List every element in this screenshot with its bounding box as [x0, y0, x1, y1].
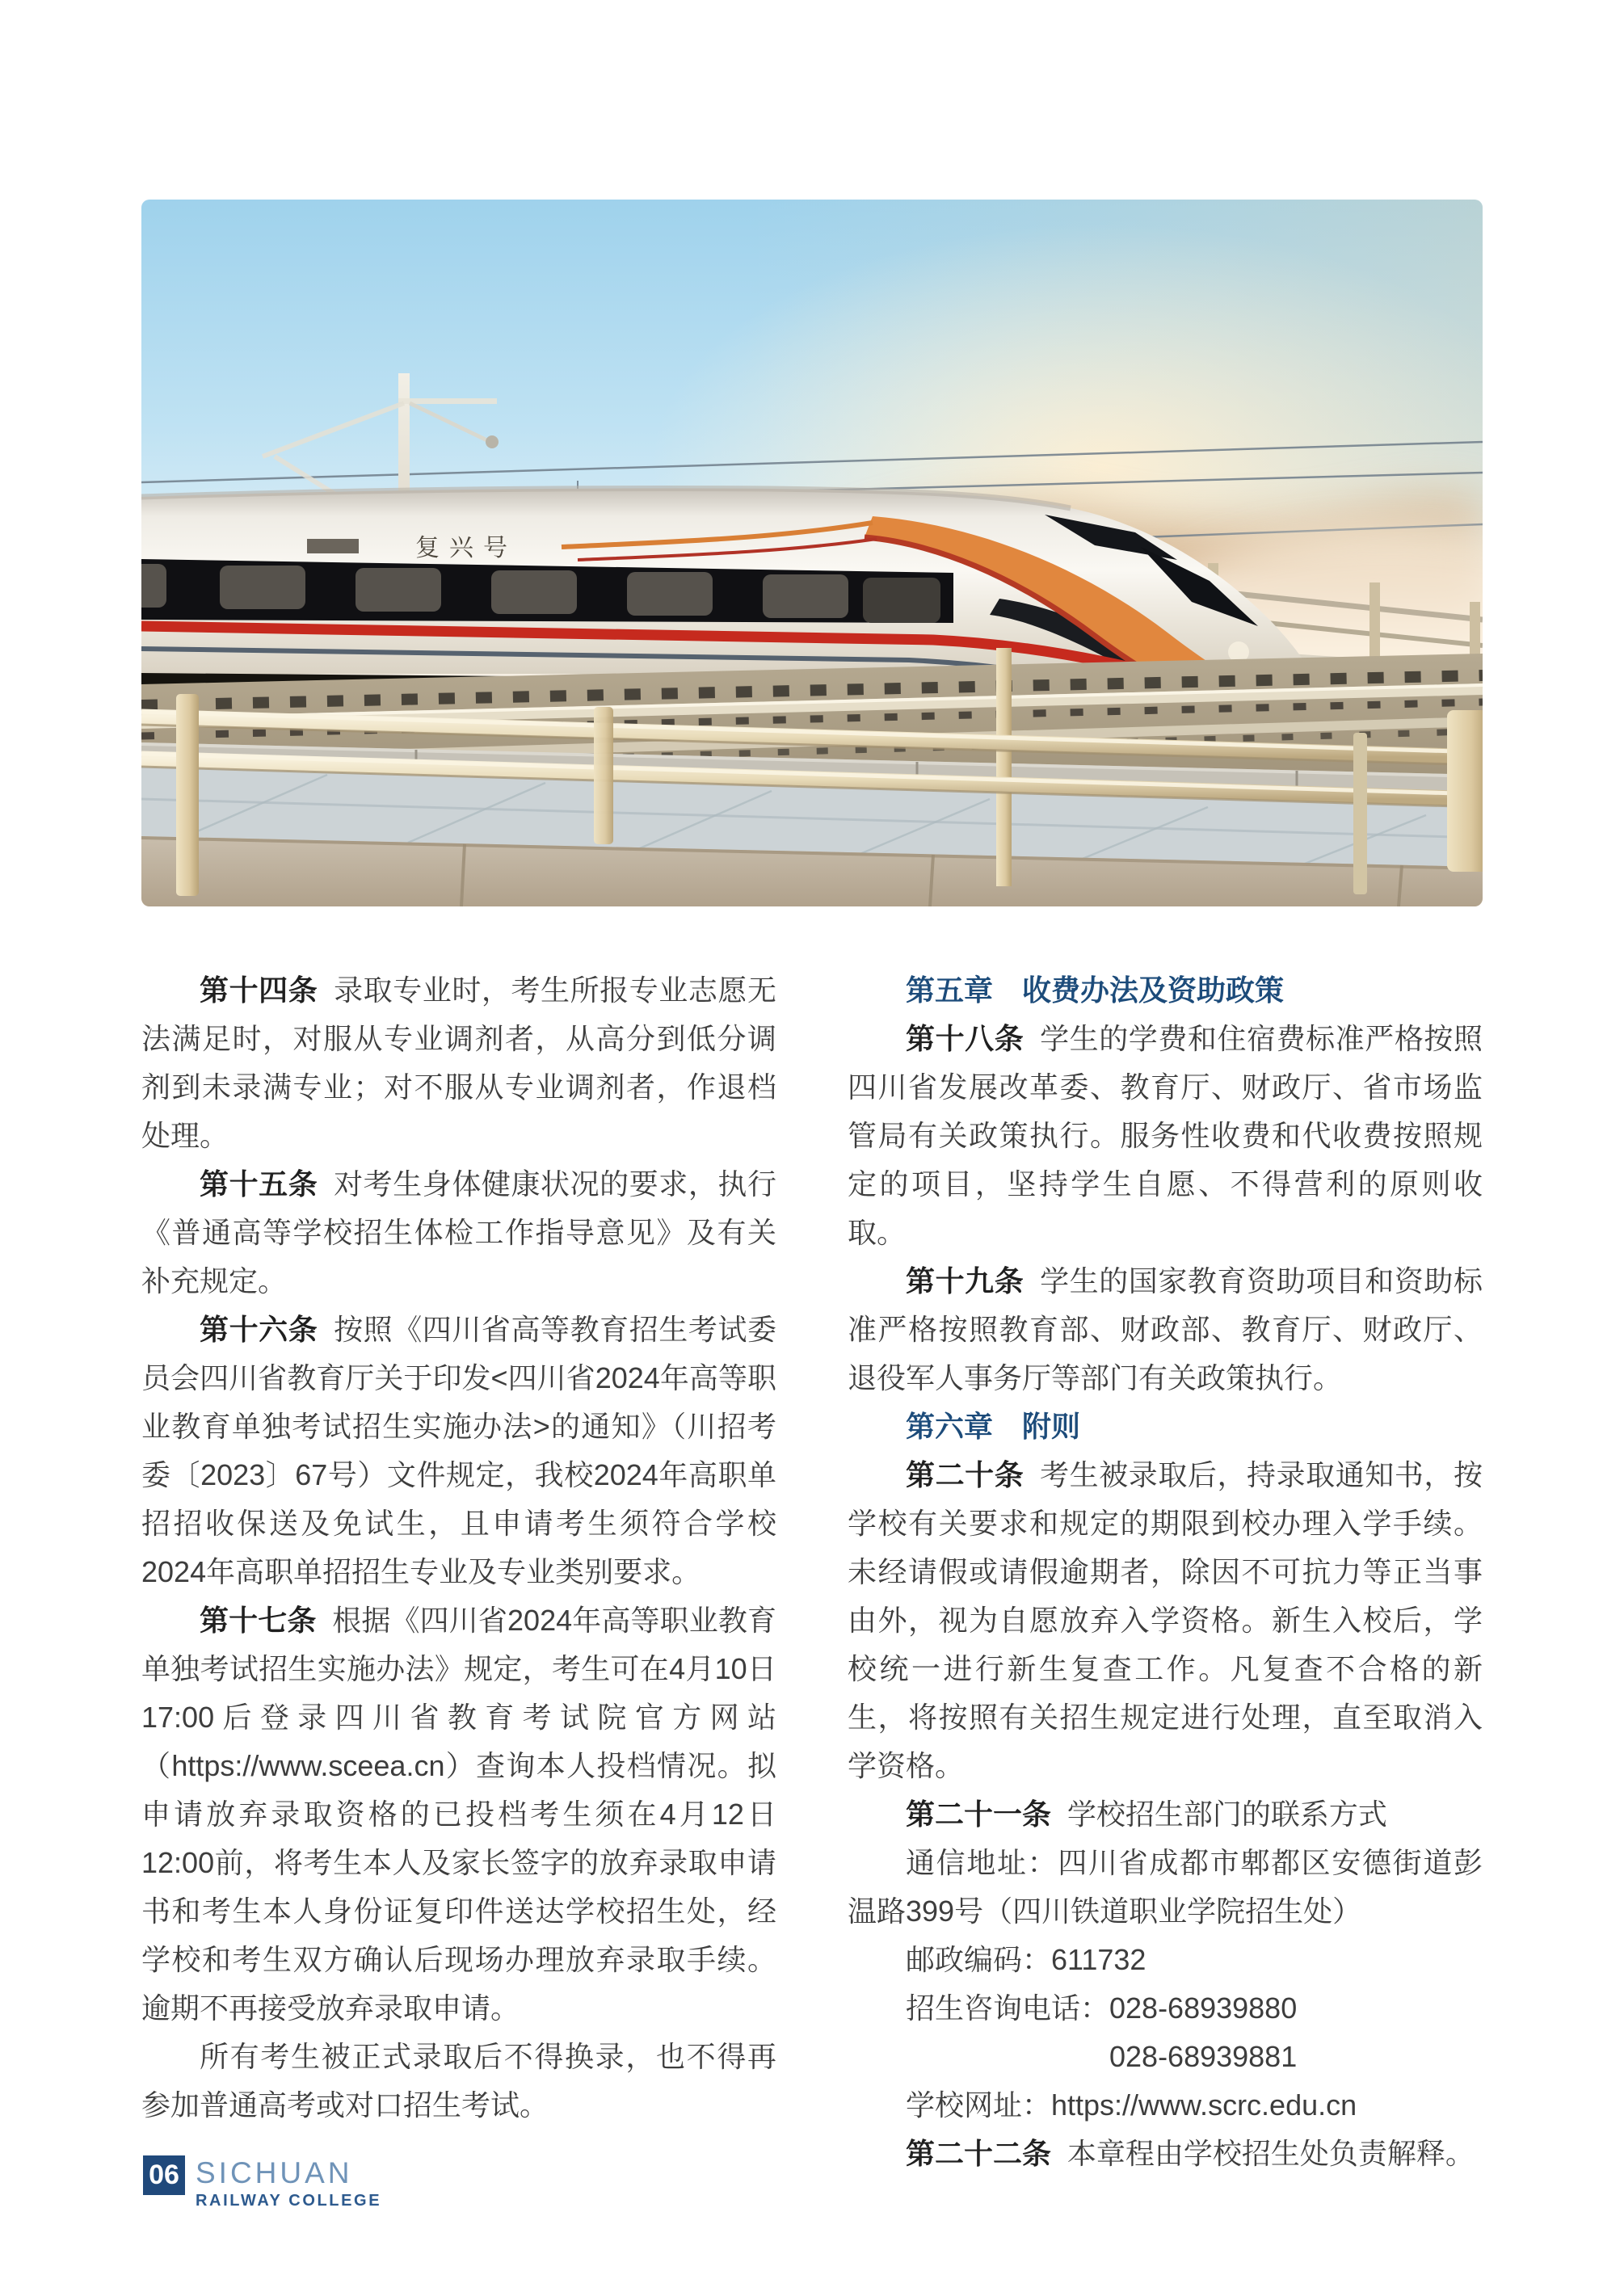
article-21-text: 学校招生部门的联系方式	[1067, 1798, 1387, 1831]
article-15-label: 第十五条	[200, 1167, 318, 1201]
chapter-5-heading: 第五章 收费办法及资助政策	[906, 974, 1285, 1007]
article-20	[848, 1451, 1483, 1790]
article-17-text: 根据《四川省2024年高等职业教育单独考试招生实施办法》规定，考生可在4月10日17:00后登录四川省教育考试院官方网站（https://www.sceea.cn）查询本人投档情况。拟申请放弃录取资格的已投档考生须在4月12日12:00前，将考生本人及家长签字的放弃录取申请书和考生本人身份证复印件送达学校招生处，经学校和考生双方确认后现场办理放弃录取手续。逾期不再接受放弃录取申请。	[141, 1604, 776, 2025]
article-21	[848, 1790, 1483, 1839]
school-name-en-line1: SICHUAN	[196, 2156, 353, 2189]
contact-address: 通信地址：四川省成都市郫都区安德街道彭温路399号（四川铁道职业学院招生处）	[848, 1846, 1483, 1928]
article-18	[848, 1015, 1483, 1257]
article-17-addendum	[141, 2033, 776, 2130]
train-destination-sign	[307, 539, 359, 553]
page-number-badge: 06	[143, 2155, 185, 2195]
chapter-6-heading: 第六章 附则	[906, 1410, 1081, 1443]
right-column	[848, 966, 1483, 2178]
article-14-text: 录取专业时，考生所报专业志愿无法满足时，对服从专业调剂者，从高分到低分调剂到未录满专业；对不服从专业调剂者，作退档处理。	[141, 974, 776, 1152]
article-17-addendum-text: 所有考生被正式录取后不得换录，也不得再参加普通高考或对口招生考试。	[141, 2040, 776, 2122]
school-logo-text	[196, 2155, 381, 2209]
article-17-label: 第十七条	[200, 1604, 317, 1637]
contact-phone-2: 028-68939881	[1109, 2040, 1298, 2073]
article-19-text: 学生的国家教育资助项目和资助标准严格按照教育部、财政部、教育厅、财政厅、退役军人事务厅等部门有关政策执行。	[848, 1264, 1483, 1394]
train-name-text: 复兴号	[415, 534, 517, 562]
article-14-label: 第十四条	[200, 974, 318, 1007]
article-21-label: 第二十一条	[906, 1798, 1052, 1831]
page-footer	[143, 2155, 381, 2209]
train-photo-illustration	[141, 200, 1483, 906]
corner-bollard	[1447, 710, 1483, 872]
article-17	[141, 1596, 776, 2033]
school-name-en-line2: RAILWAY COLLEGE	[196, 2192, 382, 2210]
article-15-text: 对考生身体健康状况的要求，执行《普通高等学校招生体检工作指导意见》及有关补充规定。	[141, 1167, 776, 1297]
article-18-label: 第十八条	[906, 1022, 1024, 1055]
contact-postcode: 邮政编码：611732	[906, 1943, 1146, 1976]
article-16-text: 按照《四川省高等教育招生考试委员会四川省教育厅关于印发<四川省2024年高等职业教育单独考试招生实施办法>的通知》（川招考委〔2023〕67号）文件规定，我校2024年高职单招招收保送及免试生，且申请考生须符合学校2024年高职单招招生专业及专业类别要求。	[141, 1313, 776, 1588]
contact-website: 学校网址：https://www.scrc.edu.cn	[906, 2088, 1357, 2122]
article-22-label: 第二十二条	[906, 2137, 1052, 2170]
contact-phone-1: 招生咨询电话：028-68939880	[906, 1991, 1298, 2025]
article-14	[141, 966, 776, 1160]
article-16-label: 第十六条	[200, 1313, 318, 1346]
train-photo	[141, 200, 1483, 906]
article-16	[141, 1306, 776, 1596]
article-20-label: 第二十条	[906, 1458, 1024, 1491]
article-19	[848, 1257, 1483, 1403]
article-18-text: 学生的学费和住宿费标准严格按照四川省发展改革委、教育厅、财政厅、省市场监管局有关政策执行。服务性收费和代收费按照规定的项目，坚持学生自愿、不得营利的原则收取。	[848, 1022, 1483, 1249]
article-15	[141, 1160, 776, 1306]
article-20-text: 考生被录取后，持录取通知书，按学校有关要求和规定的期限到校办理入学手续。未经请假或请假逾期者，除因不可抗力等正当事由外，视为自愿放弃入学资格。新生入校后，学校统一进行新生复查工作。凡复查不合格的新生，将按照有关招生规定进行处理，直至取消入学资格。	[848, 1458, 1483, 1782]
article-body	[141, 966, 1483, 2178]
article-19-label: 第十九条	[906, 1264, 1024, 1297]
article-22	[848, 2130, 1483, 2178]
left-column	[141, 966, 776, 2178]
article-22-text: 本章程由学校招生处负责解释。	[1067, 2137, 1475, 2170]
